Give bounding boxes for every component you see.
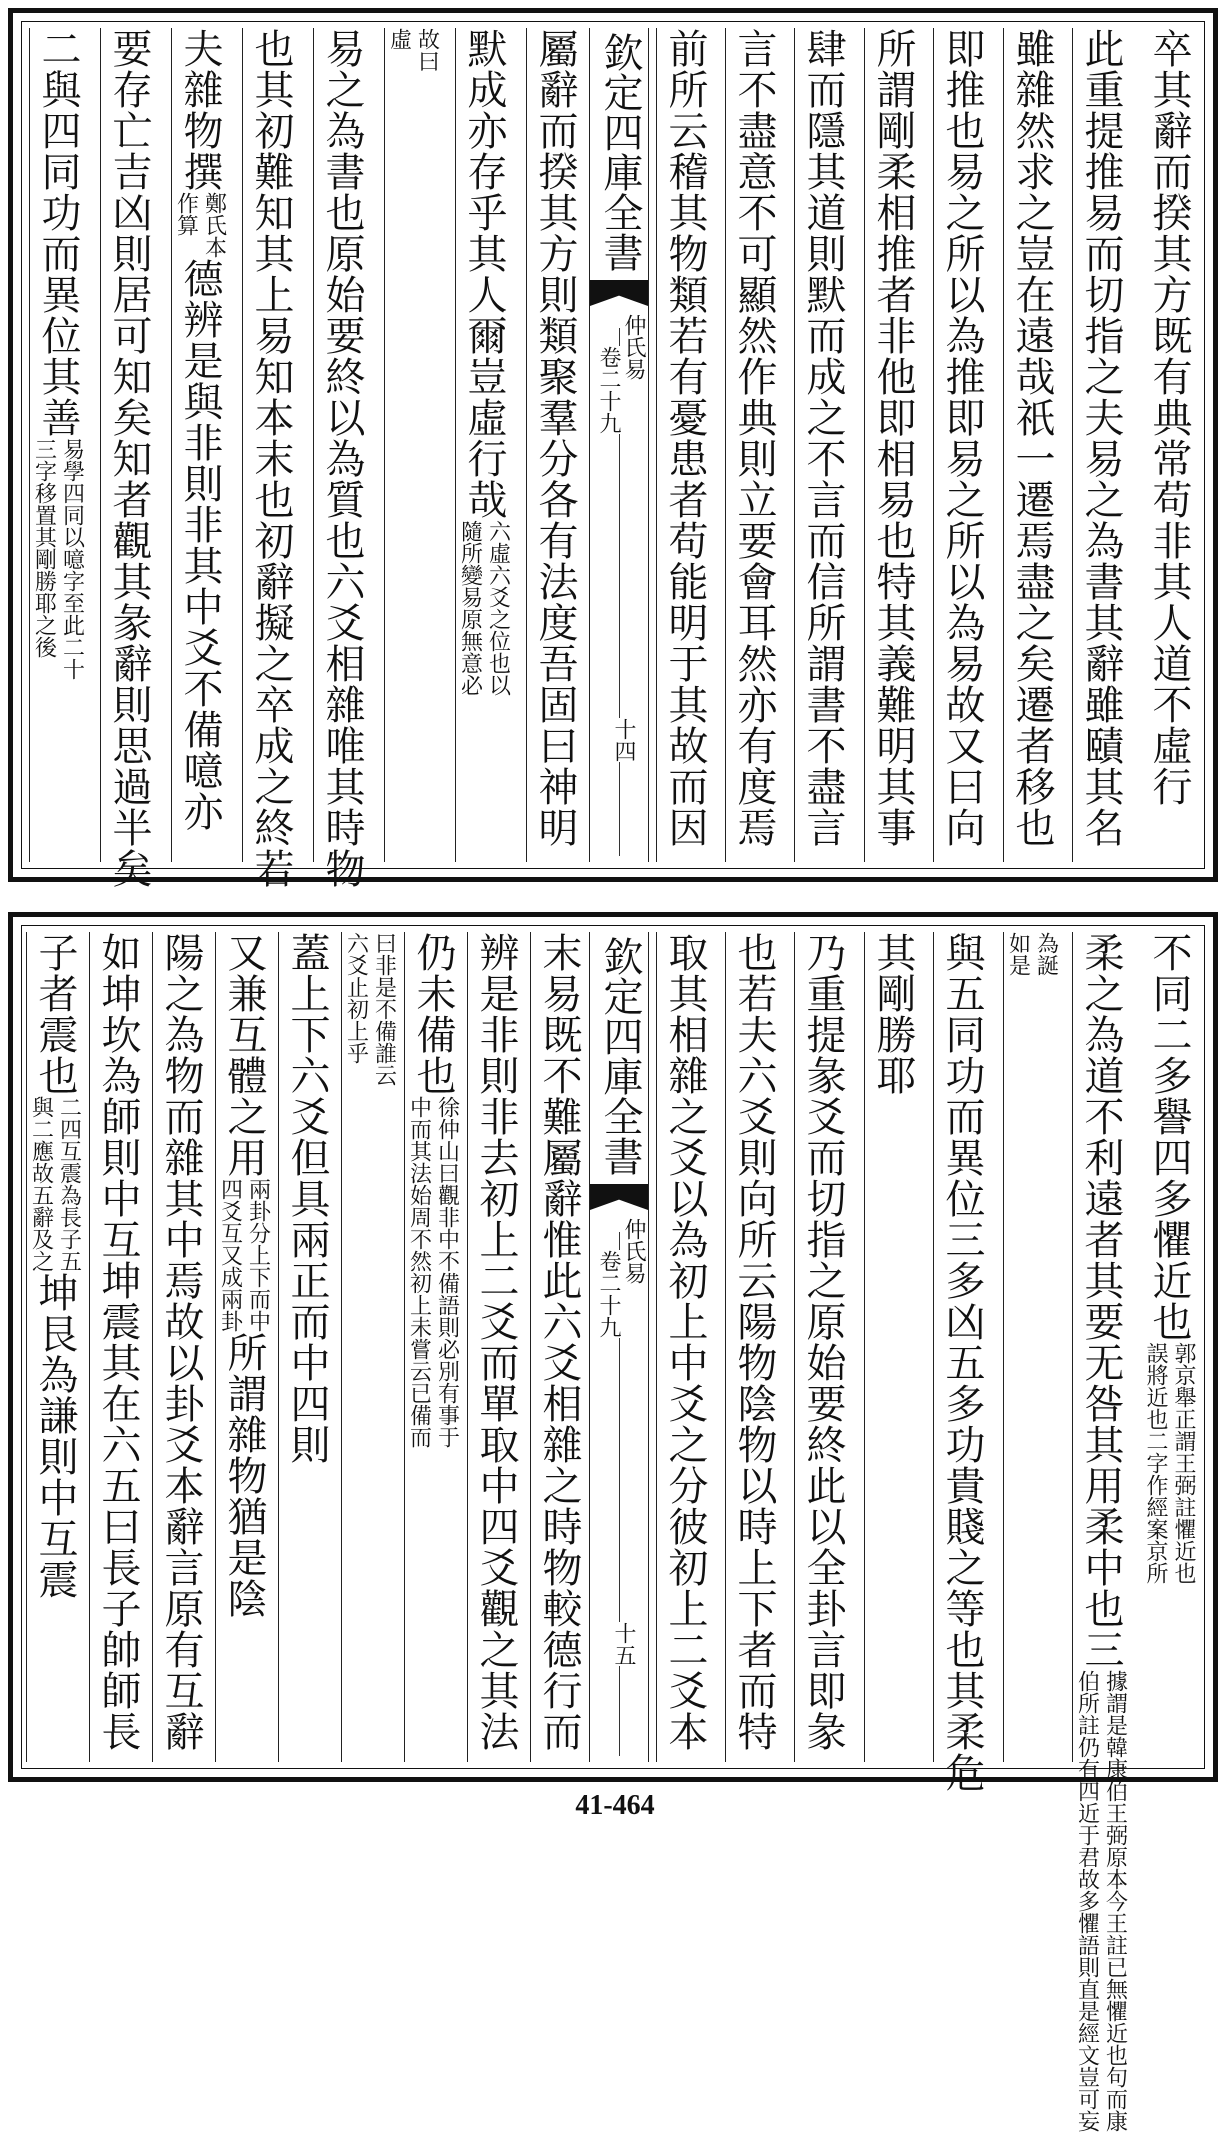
column-text: 仍未備也	[410, 932, 456, 1096]
text-column	[794, 28, 850, 862]
column-text: 易之為書也原始要終以為質也六爻相雜唯其時物	[319, 28, 365, 889]
commentary-note	[173, 192, 227, 258]
text-column	[530, 932, 586, 1762]
text-column	[725, 28, 781, 862]
commentary-note	[28, 1096, 82, 1272]
note-line: 三字移置其剛勝耶之後	[31, 438, 57, 658]
text-column	[29, 28, 85, 862]
column-text: 辨是非則非去初上二爻而單取中四爻觀之其法	[473, 932, 519, 1752]
note-line: 六爻止初上乎	[343, 932, 369, 1064]
text-column	[656, 28, 712, 862]
column-text: 言不盡意不可顯然作典則立要會耳然亦有度焉	[731, 28, 777, 848]
text-column	[933, 932, 989, 1793]
text-column	[864, 28, 920, 862]
volume-number: 卷二十九	[596, 1250, 621, 1338]
text-column	[242, 28, 298, 889]
column-text: 其剛勝耶	[870, 932, 916, 1096]
note-line: 六虛六爻之位也以	[485, 520, 511, 696]
column-text: 德辨是與非則非其中爻不備噫亦	[177, 258, 223, 832]
column-text: 柔之為道不利遠者其要无咎其用柔中也三	[1078, 932, 1124, 1670]
text-column	[26, 932, 82, 1762]
top-page-frame	[21, 21, 1205, 889]
column-text: 雖雜然求之豈在遠哉祇一遷焉盡之矣遷者移也	[1009, 28, 1055, 848]
book-title: 仲氏易	[621, 1218, 646, 1284]
note-line: 據謂是韓康伯王弼原本今王註已無懼近也句而康	[1102, 1670, 1128, 2132]
note-line: 為誕	[1033, 932, 1059, 976]
text-column	[278, 932, 334, 1762]
center-band	[589, 28, 649, 862]
text-column	[100, 28, 156, 889]
note-line: 作算	[173, 192, 199, 236]
column-text: 如坤坎為師則中互坤震其在六五曰長子帥師長	[95, 932, 141, 1752]
note-line: 伯所註仍有四近于君故多懼語則直是經文豈可妄	[1074, 1670, 1100, 2132]
text-column	[656, 932, 712, 1762]
note-line: 四爻互又成兩卦	[217, 1178, 243, 1332]
column-text: 夫雜物撰	[177, 28, 223, 192]
text-column	[89, 932, 145, 1762]
column-text: 所謂剛柔相推者非他即相易也特其義難明其事	[870, 28, 916, 848]
fish-tail-mark	[590, 1184, 648, 1210]
column-text: 與五同功而異位三多凶五多功貴賤之等也其柔危	[939, 932, 985, 1793]
note-line: 鄭氏本	[201, 192, 227, 258]
text-column	[404, 932, 460, 1762]
text-column	[1141, 28, 1197, 862]
text-column	[313, 28, 369, 889]
text-column	[1003, 28, 1059, 862]
column-text: 陽之為物而雜其中焉故以卦爻本辭言原有互辭	[158, 932, 204, 1752]
column-text: 坤艮為謙則中互震	[32, 1272, 78, 1600]
text-column	[794, 932, 850, 1762]
column-text: 肆而隱其道則默而成之不言而信所謂書不盡言	[800, 28, 846, 848]
column-text: 要存亡吉凶則居可知矣知者觀其彖辭則思過半矣	[106, 28, 152, 889]
column-text: 此重提推易而切指之夫易之為書其辭雖賾其名	[1078, 28, 1124, 848]
leaf-number: 十四	[608, 718, 639, 762]
leaf-number: 十五	[608, 1622, 639, 1666]
text-column	[152, 932, 208, 1762]
note-line: 兩卦分上下而中	[245, 1178, 271, 1332]
column-text: 又兼互體之用	[221, 932, 267, 1178]
column-text: 前所云稽其物類若有憂患者苟能明于其故而因	[662, 28, 708, 848]
text-column	[1072, 28, 1128, 862]
column-text: 也若夫六爻則向所云陽物陰物以時上下者而特	[731, 932, 777, 1752]
column-text: 也其初難知其上易知本末也初辭擬之卒成之終若	[248, 28, 294, 889]
commentary-note	[217, 1178, 271, 1332]
note-line: 隨所變易原無意必	[457, 520, 483, 696]
library-title: 欽定四庫全書	[597, 32, 643, 272]
note-line: 中而其法始周不然初上未嘗云已備而	[406, 1096, 432, 1448]
text-column	[725, 932, 781, 1762]
text-column	[171, 28, 227, 862]
note-line: 郭京舉正謂王弼註懼近也	[1171, 1342, 1196, 1584]
text-column	[341, 932, 397, 1762]
commentary-note	[1142, 1342, 1196, 1584]
commentary-note	[386, 28, 440, 72]
column-text: 取其相雜之爻以為初上中爻之分彼初上二爻本	[662, 932, 708, 1752]
column-text: 不同二多譽四多懼近也	[1146, 932, 1192, 1342]
column-text: 卒其辭而揆其方既有典常苟非其人道不虛行	[1146, 28, 1192, 807]
commentary-note	[1005, 932, 1059, 976]
text-column	[384, 28, 440, 862]
column-text: 二與四同功而異位其善	[35, 28, 81, 438]
commentary-note	[343, 932, 397, 1086]
column-text: 屬辭而揆其方則類聚羣分各有法度吾固曰神明	[532, 28, 578, 848]
page-label: 41-464	[575, 1790, 655, 1821]
commentary-note	[31, 438, 85, 680]
column-text: 末易既不難屬辭惟此六爻相雜之時物較德行而	[536, 932, 582, 1752]
commentary-note	[457, 520, 511, 696]
text-column	[1072, 932, 1128, 2132]
text-column	[933, 28, 989, 862]
note-line: 曰非是不備誰云	[371, 932, 397, 1086]
text-column	[1003, 932, 1059, 1762]
fish-tail-mark	[590, 280, 648, 306]
column-text: 乃重提彖爻而切指之原始要終此以全卦言即彖	[800, 932, 846, 1752]
text-column	[1141, 932, 1197, 1762]
note-line: 誤將近也二字作經案京所	[1143, 1342, 1168, 1584]
note-line: 虛	[386, 28, 412, 50]
top-page-panel	[8, 8, 1218, 889]
note-line: 故曰	[414, 28, 440, 72]
text-column	[467, 932, 523, 1762]
column-text: 即推也易之所以為推即易之所以為易故又曰向	[939, 28, 985, 848]
note-line: 二四互震為長子五	[56, 1096, 82, 1272]
text-column	[215, 932, 271, 1762]
text-column	[864, 932, 920, 1762]
text-column	[526, 28, 582, 862]
note-line: 徐仲山曰觀非中不備語則必別有事于	[434, 1096, 460, 1448]
note-line: 與二應故五辭及之	[28, 1096, 54, 1272]
column-text: 子者震也	[32, 932, 78, 1096]
book-title: 仲氏易	[621, 314, 646, 380]
column-text: 默成亦存乎其人爾豈虛行哉	[461, 28, 507, 520]
column-text: 蓋上下六爻但具兩正而中四則	[284, 932, 330, 1465]
volume-number: 卷二十九	[596, 346, 621, 434]
note-line: 如是	[1005, 932, 1031, 976]
commentary-note	[406, 1096, 460, 1448]
library-title: 欽定四庫全書	[597, 936, 643, 1176]
commentary-note	[1074, 1670, 1128, 2132]
column-text: 所謂雜物猶是陰	[221, 1332, 267, 1619]
center-band	[589, 932, 649, 1762]
note-line: 易學四同以噫字至此二十	[59, 438, 85, 680]
text-column	[455, 28, 511, 862]
